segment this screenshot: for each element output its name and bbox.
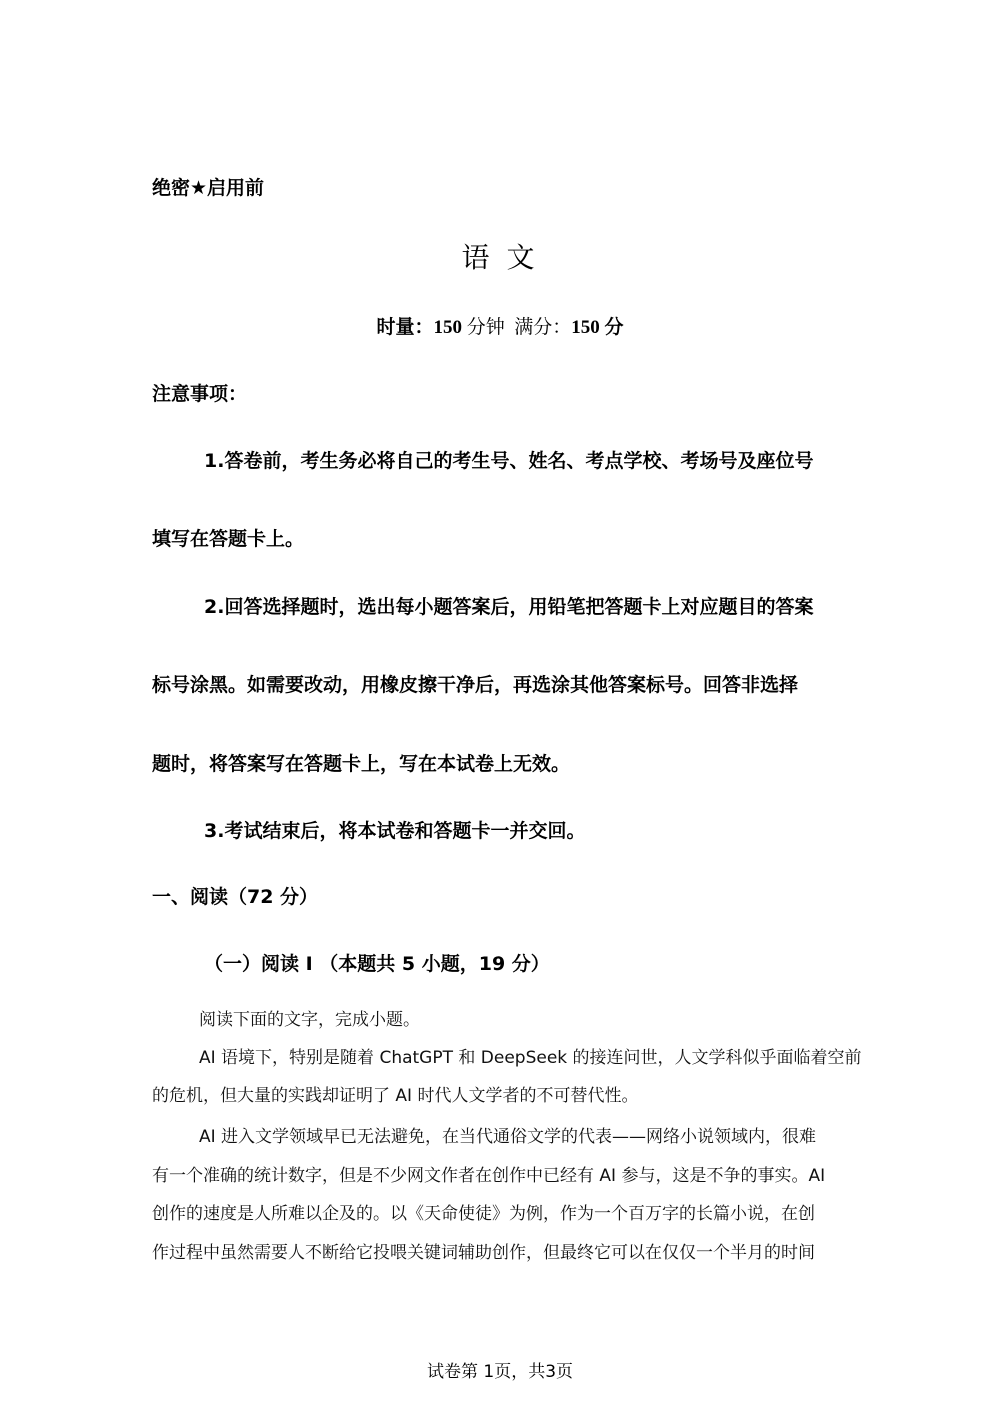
passage-paragraph-1-line-2: 的危机，但大量的实践却证明了 AI 时代人文学者的不可替代性。 xyxy=(152,1086,639,1106)
score-unit: 分 xyxy=(604,316,624,338)
passage-paragraph-2-line-2: 有一个准确的统计数字，但是不少网文作者在创作中已经有 AI 参与，这是不争的事实。AI xyxy=(152,1166,826,1186)
notice-item-3-line-1: 3.考试结束后，将本试卷和答题卡一并交回。 xyxy=(204,820,586,842)
exam-time-score xyxy=(0,312,1000,339)
page-footer: 试卷第 1页，共3页 xyxy=(426,1362,574,1382)
score-value: 150 xyxy=(571,317,600,338)
notice-item-2-line-3: 题时，将答案写在答题卡上，写在本试卷上无效。 xyxy=(152,753,571,775)
time-unit: 分钟 xyxy=(466,316,505,338)
notice-item-1-line-2: 填写在答题卡上。 xyxy=(152,528,305,550)
notice-item-2-line-1: 2.回答选择题时，选出每小题答案后，用铅笔把答题卡上对应题目的答案 xyxy=(204,596,814,618)
passage-instruction: 阅读下面的文字，完成小题。 xyxy=(199,1010,420,1030)
time-value: 150 xyxy=(433,317,462,338)
exam-title: 语 文 xyxy=(461,241,539,274)
section-heading: 一、阅读（72 分） xyxy=(152,886,319,908)
time-label: 时量： xyxy=(376,316,434,338)
notice-item-1-line-1: 1.答卷前，考生务必将自己的考生号、姓名、考点学校、考场号及座位号 xyxy=(204,450,814,472)
secret-mark: 绝密★启用前 xyxy=(152,177,265,199)
score-label: 满分： xyxy=(514,316,572,338)
passage-paragraph-1-line-1: AI 语境下，特别是随着 ChatGPT 和 DeepSeek 的接连问世，人文学科似乎面临着空前 xyxy=(199,1048,862,1068)
notice-item-2-line-2: 标号涂黑。如需要改动，用橡皮擦干净后，再选涂其他答案标号。回答非选择 xyxy=(152,674,799,696)
passage-paragraph-2-line-1: AI 进入文学领域早已无法避免，在当代通俗文学的代表——网络小说领域内，很难 xyxy=(199,1127,817,1147)
subsection-heading: （一）阅读 I （本题共 5 小题，19 分） xyxy=(204,953,550,975)
notice-heading: 注意事项： xyxy=(152,383,248,405)
passage-paragraph-2-line-3: 创作的速度是人所难以企及的。以《天命使徒》为例，作为一个百万字的长篇小说，在创 xyxy=(152,1204,815,1224)
passage-paragraph-2-line-4: 作过程中虽然需要人不断给它投喂关键词辅助创作，但最终它可以在仅仅一个半月的时间 xyxy=(152,1243,815,1263)
